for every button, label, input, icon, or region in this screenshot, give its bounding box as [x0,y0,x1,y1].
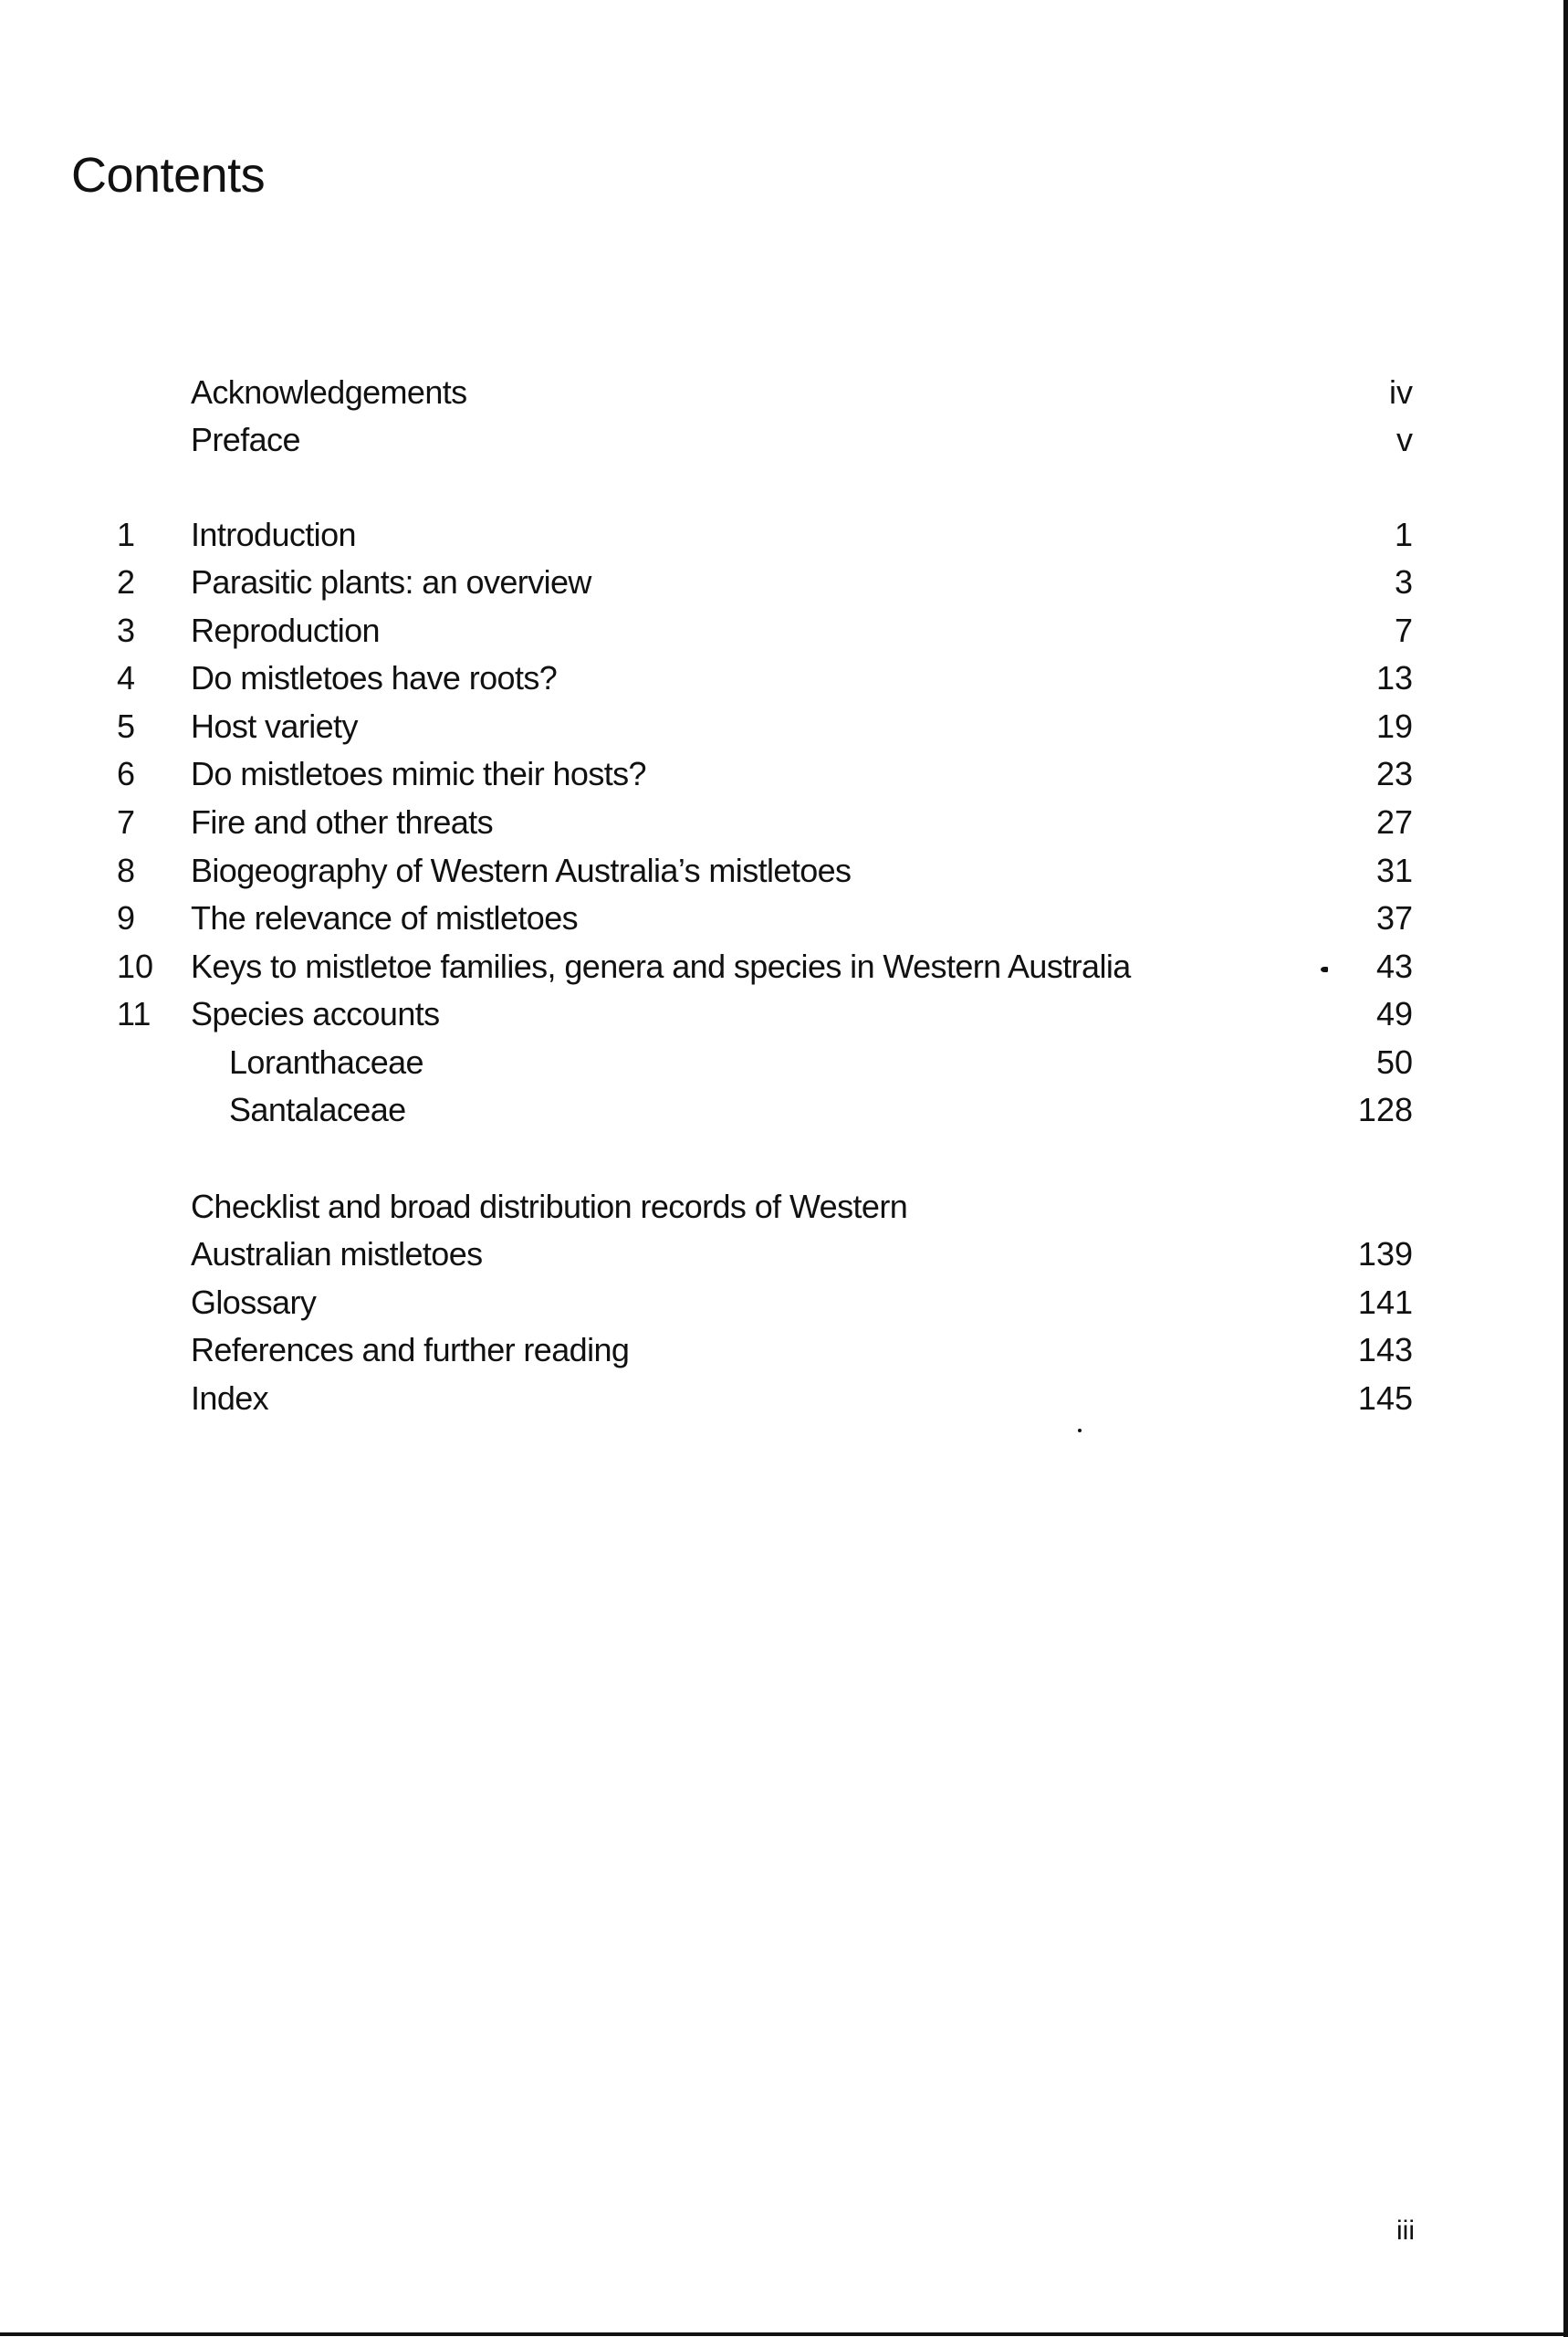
toc-entry-page: 145 [1357,1379,1413,1417]
chapter-number: 9 [117,899,136,937]
toc-subsection-loranthaceae[interactable] [0,1039,1568,1086]
toc-chapter-6[interactable] [0,750,1568,798]
subsection-page: 128 [1357,1091,1413,1128]
chapter-title: Introduction [191,516,356,553]
scan-mark [1321,967,1328,972]
subsection-title: Loranthaceae [229,1043,423,1081]
chapter-page: 13 [1375,659,1413,697]
chapter-page: 1 [1394,516,1413,553]
chapter-number: 10 [117,948,154,985]
toc-chapter-4[interactable] [0,655,1568,702]
toc-chapter-8[interactable] [0,847,1568,895]
chapter-number: 7 [117,803,136,841]
toc-entry-title: Australian mistletoes [191,1235,483,1273]
toc-entry-page: 141 [1357,1284,1413,1321]
chapter-title: Keys to mistletoe families, genera and species in Western Australia [191,948,1131,985]
chapter-number: 2 [117,563,136,601]
toc-entry-title: Preface [191,421,300,458]
scan-speck [1078,1429,1082,1432]
page-number-folio: iii [1396,2216,1415,2246]
toc-chapter-1[interactable] [0,511,1568,559]
chapter-title: Parasitic plants: an overview [191,563,591,601]
chapter-number: 6 [117,755,136,792]
toc-entry-index[interactable] [0,1375,1568,1422]
toc-chapter-10[interactable] [0,943,1568,990]
toc-chapter-9[interactable] [0,895,1568,942]
chapter-number: 1 [117,516,136,553]
chapter-title: Host variety [191,707,358,745]
chapter-title: Species accounts [191,995,440,1032]
subsection-title: Santalaceae [229,1091,406,1128]
toc-entry-title: Checklist and broad distribution records of Western [191,1188,908,1225]
chapter-page: 43 [1375,948,1413,985]
chapter-title: Do mistletoes have roots? [191,659,558,697]
toc-entry-preface[interactable] [0,416,1568,464]
toc-chapter-2[interactable] [0,559,1568,606]
chapter-page: 23 [1375,755,1413,792]
toc-entry-page: iv [1389,373,1413,411]
toc-entry-references[interactable] [0,1326,1568,1374]
toc-subsection-santalaceae[interactable] [0,1086,1568,1134]
chapter-page: 37 [1375,899,1413,937]
page-border-bottom [0,2332,1568,2336]
chapter-number: 3 [117,612,136,649]
toc-entry-title: References and further reading [191,1331,630,1368]
toc-chapter-11[interactable] [0,990,1568,1038]
chapter-title: Biogeography of Western Australia’s mistletoes [191,852,852,889]
toc-entry-acknowledgements[interactable] [0,369,1568,416]
chapter-page: 3 [1394,563,1413,601]
chapter-page: 19 [1375,707,1413,745]
toc-entry-checklist-line1[interactable] [0,1183,1568,1231]
chapter-number: 11 [117,995,152,1032]
toc-entry-page: 143 [1357,1331,1413,1368]
toc-chapter-3[interactable] [0,607,1568,655]
toc-chapter-7[interactable] [0,799,1568,846]
chapter-number: 4 [117,659,136,697]
toc-chapter-5[interactable] [0,703,1568,750]
toc-entry-title: Acknowledgements [191,373,467,411]
toc-entry-checklist-line2[interactable] [0,1231,1568,1278]
chapter-page: 27 [1375,803,1413,841]
toc-entry-title: Glossary [191,1284,317,1321]
chapter-page: 49 [1375,995,1413,1032]
chapter-title: Fire and other threats [191,803,493,841]
chapter-title: The relevance of mistletoes [191,899,579,937]
chapter-number: 5 [117,707,136,745]
page-border-right [1563,0,1568,2337]
toc-entry-page: 139 [1357,1235,1413,1273]
subsection-page: 50 [1375,1043,1413,1081]
page-title: Contents [71,148,266,203]
toc-entry-title: Index [191,1379,269,1417]
chapter-title: Do mistletoes mimic their hosts? [191,755,646,792]
chapter-page: 7 [1394,612,1413,649]
chapter-page: 31 [1375,852,1413,889]
chapter-number: 8 [117,852,136,889]
toc-entry-page: v [1396,421,1413,458]
toc-entry-glossary[interactable] [0,1279,1568,1326]
chapter-title: Reproduction [191,612,380,649]
